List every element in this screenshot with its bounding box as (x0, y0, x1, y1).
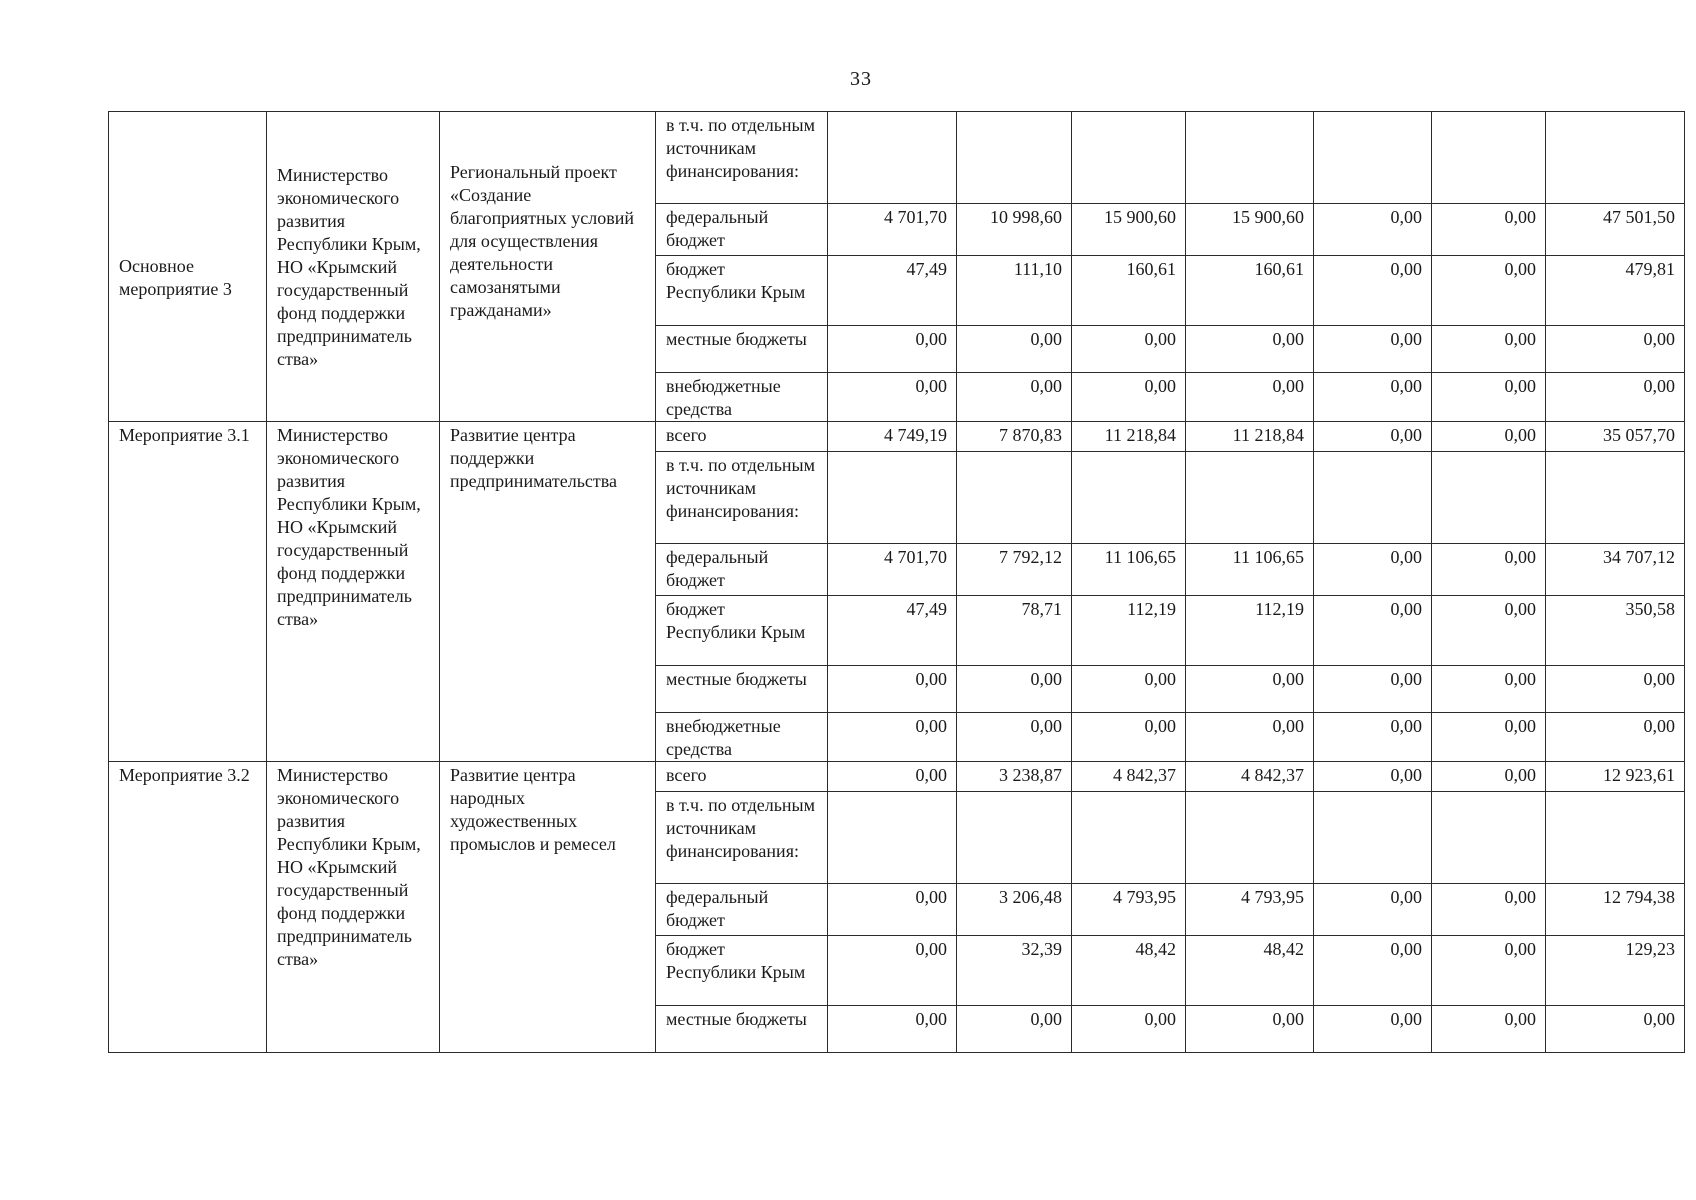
amount-cell: 0,00 (1314, 1006, 1432, 1053)
amount-cell: 0,00 (1072, 713, 1186, 762)
funding-source-cell: местные бюджеты (656, 666, 828, 713)
amount-cell: 12 794,38 (1546, 884, 1685, 936)
funding-source-cell: бюджет Республики Крым (656, 256, 828, 326)
amount-cell: 15 900,60 (1186, 204, 1314, 256)
funding-source-cell: федеральный бюджет (656, 884, 828, 936)
amount-cell (828, 792, 957, 884)
amount-cell: 4 701,70 (828, 544, 957, 596)
amount-cell: 0,00 (1314, 666, 1432, 713)
amount-cell: 0,00 (828, 713, 957, 762)
amount-cell: 0,00 (1314, 256, 1432, 326)
amount-cell (828, 452, 957, 544)
funding-source-cell: всего (656, 762, 828, 792)
amount-cell: 4 793,95 (1186, 884, 1314, 936)
amount-cell: 48,42 (1072, 936, 1186, 1006)
amount-cell: 3 206,48 (957, 884, 1072, 936)
funding-source-cell: в т.ч. по отдельным источникам финансирования: (656, 112, 828, 204)
amount-cell: 47,49 (828, 256, 957, 326)
amount-cell: 0,00 (828, 373, 957, 422)
funding-source-cell: в т.ч. по отдельным источникам финансирования: (656, 792, 828, 884)
amount-cell: 0,00 (1314, 936, 1432, 1006)
table-row (109, 422, 1685, 452)
amount-cell: 0,00 (828, 1006, 957, 1053)
amount-cell: 0,00 (957, 713, 1072, 762)
amount-cell: 0,00 (1432, 666, 1546, 713)
amount-cell: 32,39 (957, 936, 1072, 1006)
table-row (109, 112, 1685, 204)
description-cell: Развитие центра народных художественных промыслов и ремесел (440, 762, 656, 1053)
event-name-cell: Основное мероприятие 3 (109, 112, 267, 422)
amount-cell: 0,00 (1432, 256, 1546, 326)
amount-cell: 0,00 (1432, 204, 1546, 256)
amount-cell (957, 112, 1072, 204)
amount-cell: 0,00 (1072, 666, 1186, 713)
amount-cell: 0,00 (1186, 713, 1314, 762)
amount-cell (1072, 452, 1186, 544)
amount-cell: 0,00 (1072, 1006, 1186, 1053)
amount-cell (1314, 792, 1432, 884)
amount-cell: 0,00 (957, 373, 1072, 422)
amount-cell: 4 842,37 (1072, 762, 1186, 792)
amount-cell: 479,81 (1546, 256, 1685, 326)
amount-cell: 0,00 (1314, 204, 1432, 256)
amount-cell: 0,00 (1432, 544, 1546, 596)
amount-cell: 12 923,61 (1546, 762, 1685, 792)
amount-cell: 35 057,70 (1546, 422, 1685, 452)
funding-source-cell: бюджет Республики Крым (656, 936, 828, 1006)
amount-cell (1186, 792, 1314, 884)
amount-cell: 0,00 (1546, 1006, 1685, 1053)
amount-cell: 47,49 (828, 596, 957, 666)
amount-cell: 48,42 (1186, 936, 1314, 1006)
amount-cell: 11 106,65 (1072, 544, 1186, 596)
amount-cell: 0,00 (828, 936, 957, 1006)
amount-cell: 0,00 (1432, 713, 1546, 762)
funding-source-cell: местные бюджеты (656, 326, 828, 373)
amount-cell: 0,00 (1072, 373, 1186, 422)
amount-cell: 47 501,50 (1546, 204, 1685, 256)
amount-cell (957, 452, 1072, 544)
amount-cell: 0,00 (1432, 762, 1546, 792)
amount-cell: 0,00 (957, 1006, 1072, 1053)
amount-cell: 0,00 (1432, 884, 1546, 936)
amount-cell: 112,19 (1186, 596, 1314, 666)
amount-cell: 4 793,95 (1072, 884, 1186, 936)
amount-cell (1432, 452, 1546, 544)
amount-cell: 0,00 (1314, 596, 1432, 666)
amount-cell: 15 900,60 (1072, 204, 1186, 256)
amount-cell: 11 218,84 (1072, 422, 1186, 452)
funding-source-cell: бюджет Республики Крым (656, 596, 828, 666)
funding-source-cell: внебюджетные средства (656, 713, 828, 762)
amount-cell (1546, 452, 1685, 544)
amount-cell: 0,00 (1314, 884, 1432, 936)
amount-cell: 4 749,19 (828, 422, 957, 452)
amount-cell (1314, 112, 1432, 204)
amount-cell: 0,00 (1546, 373, 1685, 422)
amount-cell: 0,00 (1432, 373, 1546, 422)
amount-cell (1072, 112, 1186, 204)
event-name-cell: Мероприятие 3.1 (109, 422, 267, 762)
funding-source-cell: федеральный бюджет (656, 544, 828, 596)
amount-cell: 0,00 (1314, 326, 1432, 373)
amount-cell: 0,00 (1314, 422, 1432, 452)
amount-cell (1186, 452, 1314, 544)
amount-cell: 0,00 (1546, 326, 1685, 373)
funding-source-cell: федеральный бюджет (656, 204, 828, 256)
amount-cell: 0,00 (1546, 713, 1685, 762)
amount-cell: 111,10 (957, 256, 1072, 326)
amount-cell: 0,00 (1186, 666, 1314, 713)
amount-cell: 0,00 (1314, 713, 1432, 762)
amount-cell: 34 707,12 (1546, 544, 1685, 596)
executor-cell: Министерство экономического развития Республики Крым, НО «Крымский государственный фонд поддержки предприниматель ства» (267, 422, 440, 762)
amount-cell: 3 238,87 (957, 762, 1072, 792)
amount-cell (1314, 452, 1432, 544)
amount-cell: 129,23 (1546, 936, 1685, 1006)
amount-cell: 0,00 (828, 762, 957, 792)
amount-cell: 0,00 (1186, 326, 1314, 373)
amount-cell (957, 792, 1072, 884)
amount-cell: 0,00 (1432, 1006, 1546, 1053)
amount-cell: 7 792,12 (957, 544, 1072, 596)
description-cell: Региональный проект «Создание благоприятных условий для осуществления деятельности самозанятыми гражданами» (440, 112, 656, 422)
executor-cell: Министерство экономического развития Республики Крым, НО «Крымский государственный фонд поддержки предприниматель ства» (267, 112, 440, 422)
budget-table-body (109, 112, 1685, 1053)
amount-cell (1186, 112, 1314, 204)
amount-cell (1432, 112, 1546, 204)
amount-cell: 0,00 (957, 666, 1072, 713)
amount-cell (1546, 792, 1685, 884)
amount-cell (1072, 792, 1186, 884)
amount-cell (1432, 792, 1546, 884)
funding-source-cell: внебюджетные средства (656, 373, 828, 422)
amount-cell: 0,00 (828, 884, 957, 936)
amount-cell: 0,00 (1546, 666, 1685, 713)
funding-source-cell: всего (656, 422, 828, 452)
amount-cell: 350,58 (1546, 596, 1685, 666)
amount-cell: 0,00 (1432, 936, 1546, 1006)
budget-table (108, 111, 1685, 1053)
amount-cell: 4 842,37 (1186, 762, 1314, 792)
table-row (109, 762, 1685, 792)
amount-cell: 0,00 (1314, 762, 1432, 792)
amount-cell (1546, 112, 1685, 204)
amount-cell: 0,00 (1314, 544, 1432, 596)
amount-cell (828, 112, 957, 204)
amount-cell: 7 870,83 (957, 422, 1072, 452)
amount-cell: 0,00 (1072, 326, 1186, 373)
amount-cell: 160,61 (1072, 256, 1186, 326)
amount-cell: 0,00 (957, 326, 1072, 373)
amount-cell: 0,00 (1432, 422, 1546, 452)
funding-source-cell: местные бюджеты (656, 1006, 828, 1053)
amount-cell: 0,00 (828, 666, 957, 713)
amount-cell: 10 998,60 (957, 204, 1072, 256)
amount-cell: 0,00 (828, 326, 957, 373)
amount-cell: 0,00 (1186, 373, 1314, 422)
amount-cell: 0,00 (1186, 1006, 1314, 1053)
amount-cell: 4 701,70 (828, 204, 957, 256)
executor-cell: Министерство экономического развития Республики Крым, НО «Крымский государственный фонд поддержки предприниматель ства» (267, 762, 440, 1053)
amount-cell: 112,19 (1072, 596, 1186, 666)
amount-cell: 0,00 (1314, 373, 1432, 422)
description-cell: Развитие центра поддержки предпринимательства (440, 422, 656, 762)
amount-cell: 0,00 (1432, 596, 1546, 666)
amount-cell: 11 218,84 (1186, 422, 1314, 452)
amount-cell: 0,00 (1432, 326, 1546, 373)
page-number: 33 (850, 68, 872, 90)
amount-cell: 78,71 (957, 596, 1072, 666)
event-name-cell: Мероприятие 3.2 (109, 762, 267, 1053)
funding-source-cell: в т.ч. по отдельным источникам финансирования: (656, 452, 828, 544)
amount-cell: 160,61 (1186, 256, 1314, 326)
amount-cell: 11 106,65 (1186, 544, 1314, 596)
